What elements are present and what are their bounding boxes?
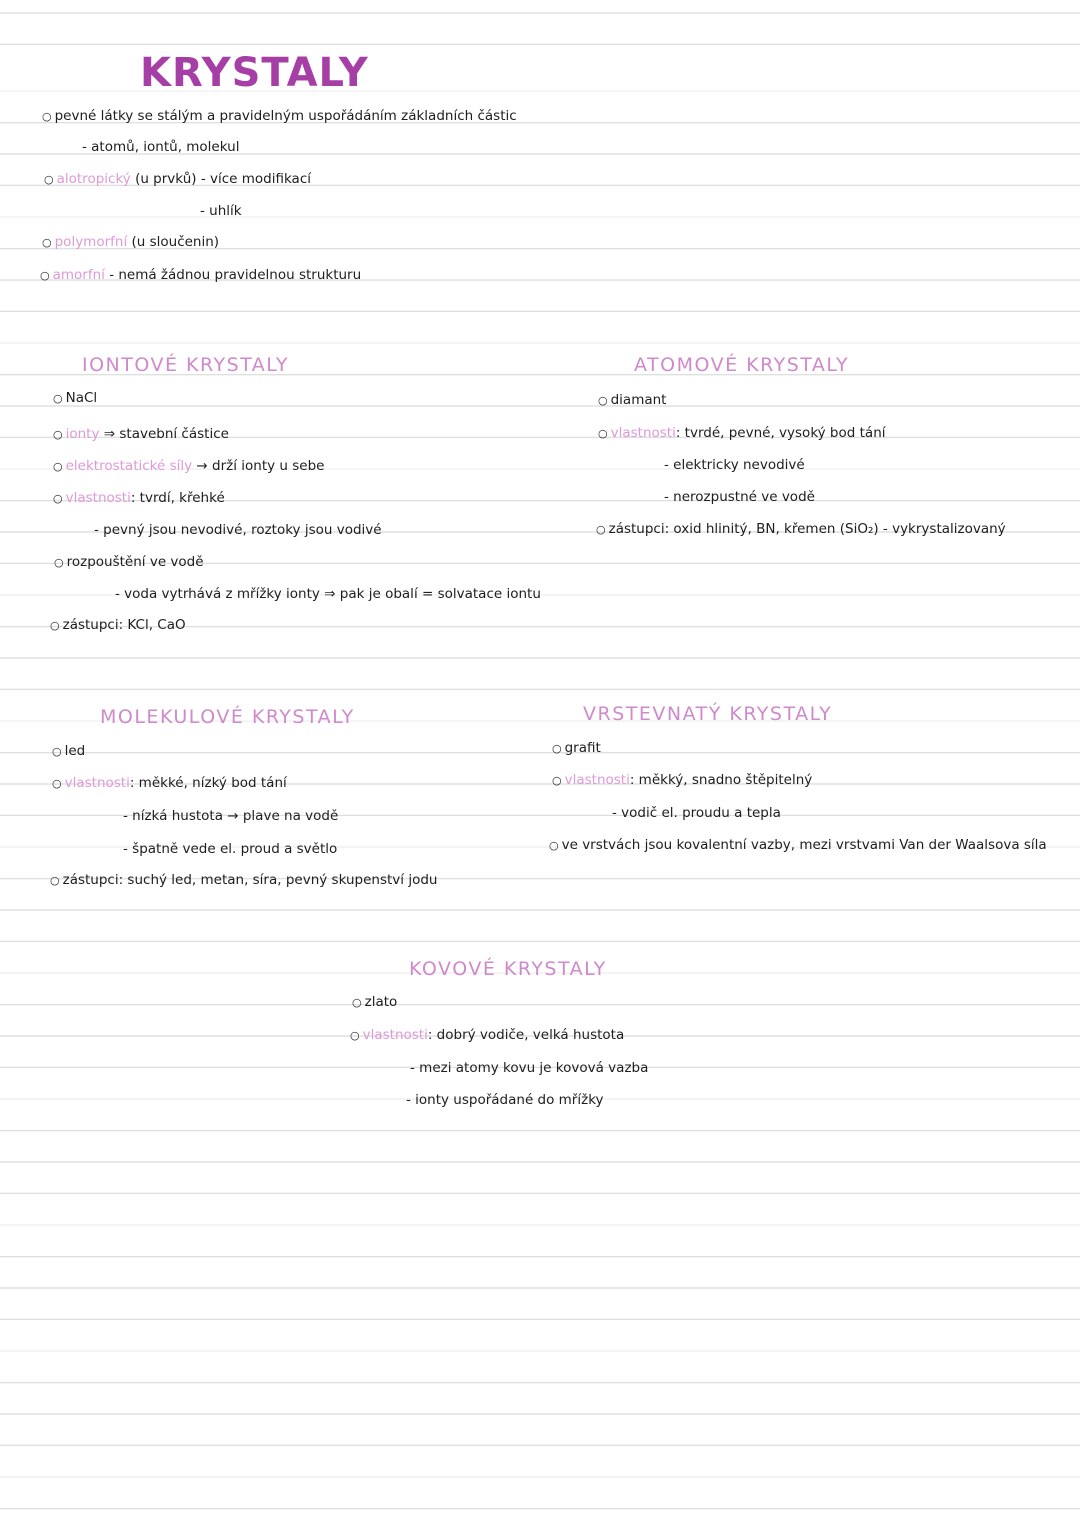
heading-metallic-crystals: KOVOVÉ KRYSTALY xyxy=(409,958,607,980)
bullet: ○ xyxy=(52,745,62,758)
ionic-line-5: - pevný jsou nevodivé, roztoky jsou vodivé xyxy=(94,522,382,538)
atomic-line-1: ○ diamant xyxy=(598,392,667,408)
atomic-line-5: ○ zástupci: oxid hlinitý, BN, křemen (SiO₂) - vykrystalizovaný xyxy=(596,521,1006,537)
layered-line-1: ○ grafit xyxy=(552,740,601,756)
bullet: ○ xyxy=(50,874,60,887)
ionic-line-3: ○ elektrostatické síly → drží ionty u sebe xyxy=(53,458,325,474)
ionic-line-7: - voda vytrhává z mřížky ionty ⇒ pak je obalí = solvatace iontu xyxy=(115,586,541,602)
intro-line-5: ○ polymorfní (u sloučenin) xyxy=(42,234,220,250)
term-polymorfni: polymorfní xyxy=(54,234,128,250)
atomic-line-4: - nerozpustné ve vodě xyxy=(664,489,815,505)
layered-line-4: ○ ve vrstvách jsou kovalentní vazby, mezi vrstvami Van der Waalsova síla xyxy=(549,837,1047,853)
term-vlastnosti: vlastnosti xyxy=(610,425,676,441)
bullet: ○ xyxy=(53,392,63,405)
ionic-line-2: ○ ionty ⇒ stavební částice xyxy=(53,426,229,442)
metallic-line-1: ○ zlato xyxy=(352,994,398,1010)
bullet: ○ xyxy=(40,269,50,282)
bullet: ○ xyxy=(44,173,54,186)
metallic-line-4: - ionty uspořádané do mřížky xyxy=(406,1092,604,1108)
bullet: ○ xyxy=(53,460,63,473)
bullet: ○ xyxy=(52,777,62,790)
term-vlastnosti: vlastnosti xyxy=(564,772,630,788)
bullet: ○ xyxy=(350,1029,360,1042)
molecular-line-4: - špatně vede el. proud a světlo xyxy=(123,841,338,857)
heading-atomic-crystals: ATOMOVÉ KRYSTALY xyxy=(634,354,850,376)
bullet: ○ xyxy=(42,236,52,249)
ionic-line-8: ○ zástupci: KCl, CaO xyxy=(50,617,186,633)
bullet: ○ xyxy=(352,996,362,1009)
metallic-line-3: - mezi atomy kovu je kovová vazba xyxy=(410,1060,649,1076)
molecular-line-2: ○ vlastnosti: měkké, nízký bod tání xyxy=(52,775,287,791)
intro-line-3: ○ alotropický (u prvků) - více modifikací xyxy=(44,171,311,187)
layered-line-2: ○ vlastnosti: měkký, snadno štěpitelný xyxy=(552,772,813,788)
bullet: ○ xyxy=(552,774,562,787)
heading-molecular-crystals: MOLEKULOVÉ KRYSTALY xyxy=(100,706,355,728)
bullet: ○ xyxy=(552,742,562,755)
bullet: ○ xyxy=(53,492,63,505)
term-alotropicky: alotropický xyxy=(56,171,131,187)
molecular-line-1: ○ led xyxy=(52,743,86,759)
intro-line-1: ○ pevné látky se stálým a pravidelným uspořádáním základních částic xyxy=(42,108,517,124)
term-ionty: ionty xyxy=(65,426,100,442)
ionic-line-1: ○ NaCl xyxy=(53,390,98,406)
bullet: ○ xyxy=(596,523,606,536)
page-title: KRYSTALY xyxy=(140,50,369,96)
intro-line-2: - atomů, iontů, molekul xyxy=(82,139,240,155)
bullet: ○ xyxy=(50,619,60,632)
bullet: ○ xyxy=(42,110,52,123)
term-amorfni: amorfní xyxy=(52,267,105,283)
bullet: ○ xyxy=(549,839,559,852)
layered-line-3: - vodič el. proudu a tepla xyxy=(612,805,781,821)
bullet: ○ xyxy=(598,394,608,407)
ionic-line-6: ○ rozpouštění ve vodě xyxy=(54,554,204,570)
molecular-line-5: ○ zástupci: suchý led, metan, síra, pevný skupenství jodu xyxy=(50,872,438,888)
term-vlastnosti: vlastnosti xyxy=(65,490,131,506)
bullet: ○ xyxy=(54,556,64,569)
term-vlastnosti: vlastnosti xyxy=(362,1027,428,1043)
term-vlastnosti: vlastnosti xyxy=(64,775,130,791)
term-elektrostaticke-sily: elektrostatické síly xyxy=(65,458,193,474)
intro-line-6: ○ amorfní - nemá žádnou pravidelnou strukturu xyxy=(40,267,362,283)
molecular-line-3: - nízká hustota → plave na vodě xyxy=(123,808,339,824)
bullet: ○ xyxy=(53,428,63,441)
ionic-line-4: ○ vlastnosti: tvrdí, křehké xyxy=(53,490,225,506)
heading-ionic-crystals: IONTOVÉ KRYSTALY xyxy=(82,354,289,376)
bullet: ○ xyxy=(598,427,608,440)
atomic-line-3: - elektricky nevodivé xyxy=(664,457,805,473)
intro-line-4: - uhlík xyxy=(200,203,242,219)
metallic-line-2: ○ vlastnosti: dobrý vodiče, velká hustota xyxy=(350,1027,625,1043)
heading-layered-crystals: VRSTEVNATÝ KRYSTALY xyxy=(583,703,833,725)
atomic-line-2: ○ vlastnosti: tvrdé, pevné, vysoký bod tání xyxy=(598,425,886,441)
